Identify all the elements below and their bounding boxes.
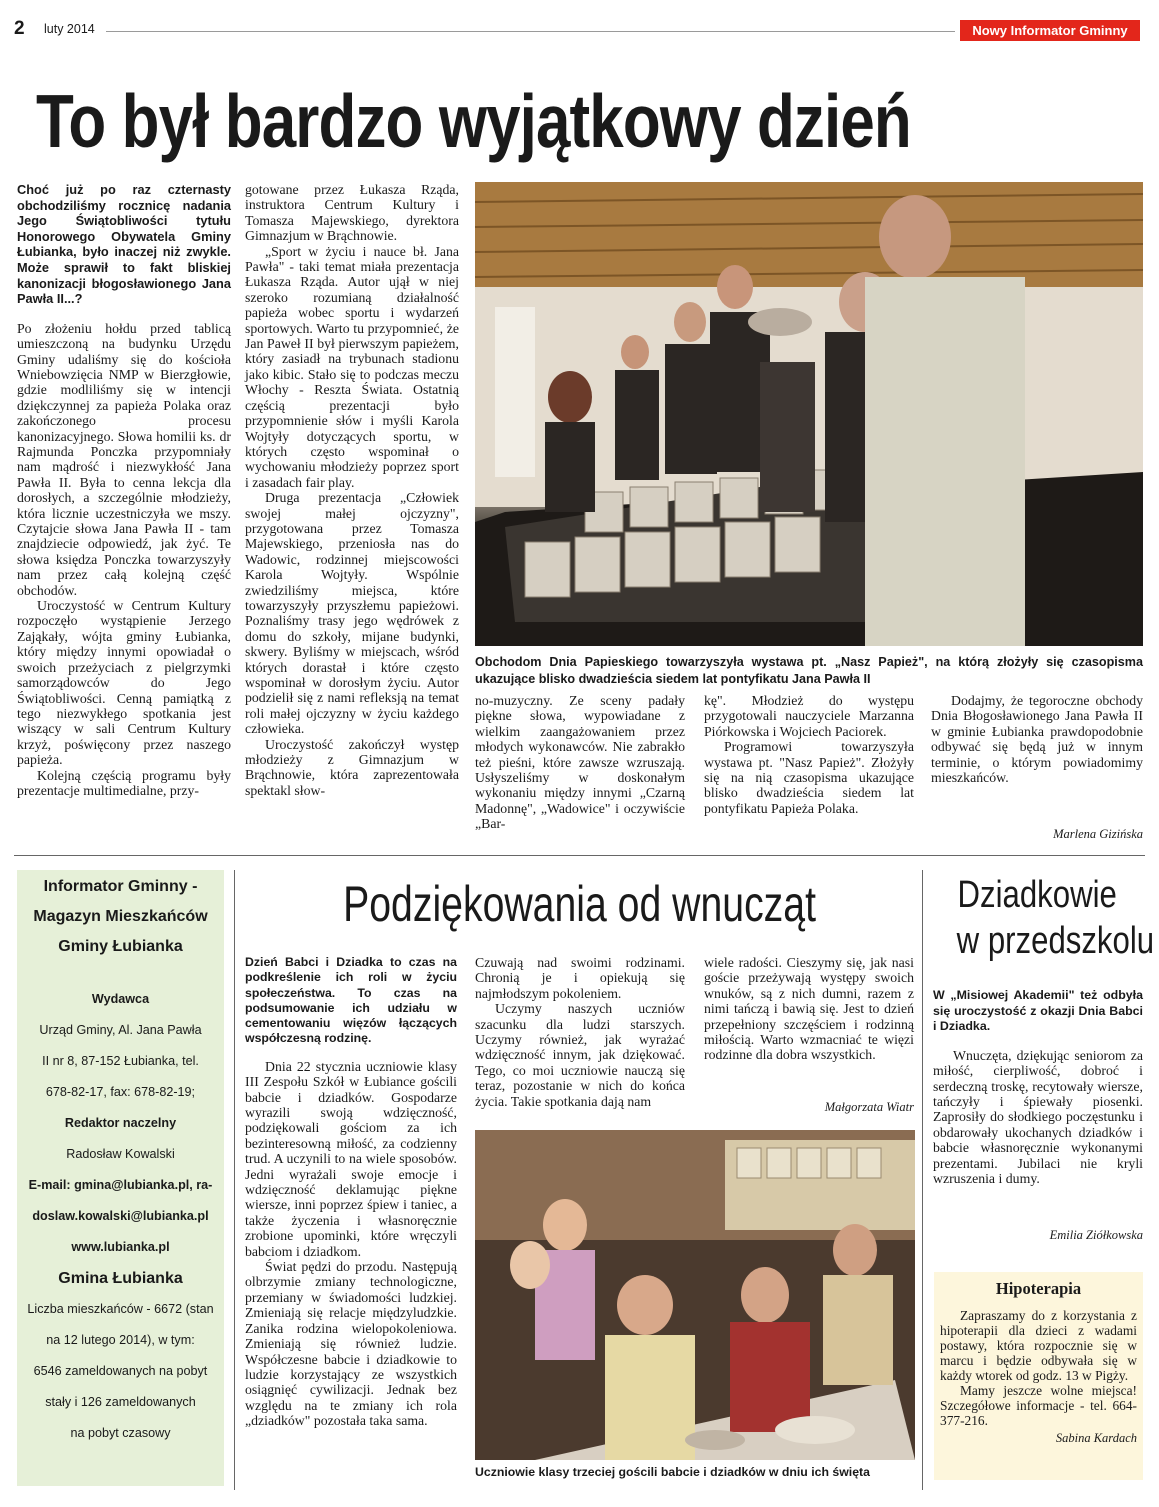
main-headline-wrap — [36, 80, 1126, 170]
editor-heading: Redaktor naczelny — [64, 1116, 177, 1130]
paragraph: Zapraszamy do z korzystania z hipoterapii dla dzieci z wadami postawy, która rozpocznie się w marcu i będzie odbywała się w każdy wtorek od godz. 13 w Pigży. — [940, 1308, 1137, 1383]
publisher-address: Urząd Gminy, Al. Jana Pawła — [39, 1023, 202, 1037]
publication-badge — [960, 20, 1140, 41]
editor-name: Radosław Kowalski — [66, 1147, 175, 1161]
paragraph: Programowi towarzyszyła wystawa pt. "Nasz Papież". Złożyły się na nią czasopisma ukazujące blisko dwadzieścia siedem lat pontyfikatu Papieża Polaka. — [704, 739, 914, 816]
main-photo — [475, 182, 1143, 646]
info-title: Gminy Łubianka — [58, 938, 183, 955]
info-title: Magazyn Mieszkańców — [33, 908, 208, 925]
paragraph: Czuwają nad swoimi rodzinami. Chronią je i opiekują się najmłodszym pokoleniem. — [475, 955, 685, 1001]
paragraph: Mamy jeszcze wolne miejsca! Szczegółowe informacje - tel. 664-377-216. — [940, 1383, 1137, 1428]
kindergarten-headline: w przedszkolu — [956, 920, 1155, 962]
paragraph: Dnia 22 stycznia uczniowie klasy III Zespołu Szkół w Łubiance gościli babcie i dziadków. Gospodarze wyrazili swoją wdzięczność, podziękowali gościom za ich bezinteresowną miłość, za codzienny trud. A uczynili to na wiele sposobów. Jedni wyrażali swoje emocje i wdzięczność deklamując piękne wiersze, inni poprzez śpiew i taniec, a także życzenia i własnoręcznie zrobione upominki, które wręczyli babciom i dziadkom. — [245, 1058, 457, 1259]
main-headline: To był bardzo wyjątkowy dzień — [36, 80, 911, 164]
paragraph: Dodajmy, że tegoroczne obchody Dnia Błogosławionego Jana Pawła II w gminie Łubianka prawdopodobnie odbywać się będą już w innym terminie, o którym powiadomimy mieszkańców. — [931, 693, 1143, 786]
hipoterapia-box — [934, 1272, 1143, 1480]
main-lead: Choć już po raz czternasty obchodziliśmy rocznicę nadania Jego Świątobliwości tytułu Honorowego Obywatela Gminy Łubianka, było inaczej niż zwykle. Może sprawił to fakt bliskiej kanonizacji błogosławionego Jana Pawła II...? — [17, 182, 231, 307]
publisher-heading: Wydawca — [91, 992, 150, 1006]
thanks-col-3 — [704, 955, 914, 1063]
column-rule — [922, 870, 923, 1490]
paragraph: gotowane przez Łukasza Rządа, instruktora Centrum Kultury i Tomasza Majewskiego, dyrektora Gimnazjum w Brąchnowie. — [245, 182, 459, 244]
thanks-headline-wrap — [245, 876, 915, 936]
info-title: Informator Gminny - — [43, 878, 198, 895]
kindergarten-headline-wrap — [935, 872, 1155, 964]
hipoterapia-title: Hipoterapia — [995, 1279, 1082, 1298]
exhibition-scene-illustration — [475, 182, 1143, 646]
main-col-3 — [475, 693, 685, 832]
population-stats: Liczba mieszkańców - 6672 (stan — [27, 1302, 214, 1316]
thanks-photo-caption: Uczniowie klasy trzeciej gościli babcie i dziadków w dniu ich święta — [475, 1465, 870, 1479]
publisher-address: 678-82-17, fax: 678-82-19; — [45, 1085, 196, 1099]
section-divider — [14, 855, 1145, 856]
website-link[interactable]: www.lubianka.pl — [71, 1240, 170, 1254]
issue-date: luty 2014 — [44, 22, 95, 36]
thanks-signature: Małgorzata Wiatr — [824, 1100, 914, 1114]
classroom-party-illustration — [475, 1130, 915, 1460]
paragraph: Druga prezentacja „Człowiek swojej małej ojczyzny", przygotowana przez Tomasza Majewskiego, przeniosła nas do Wadowic, rodzinnej miejscowości Karola Wojtyły. Wspólnie zwiedziliśmy miejsca, które towarzyszyły przyszłemu papieżowi. Poznaliśmy trasy jego wędrówek z domu do szkoły, mijane budynki, skwery. Byliśmy w miejscach, wśród których dorastał i które często wspominał w dorosłym życiu. Autor podzielił się z nami refleksją na temat roli małej ojczyzny w życiu każdego człowieka. — [245, 490, 459, 737]
thanks-col-1 — [245, 955, 457, 1429]
paragraph: Uroczystość zakończył występ młodzieży z Gimnazjum w Brąchnowie, która zaprezentowała spektakl słow- — [245, 736, 459, 798]
gmina-heading: Gmina Łubianka — [58, 1270, 183, 1287]
kindergarten-lead: W „Misiowej Akademii" też odbyła się uroczystość z okazji Dnia Babci i Dziadka. — [933, 988, 1143, 1034]
paragraph: Świat pędzi do przodu. Następują olbrzymie zmiany technologiczne, przemiany w świadomości ludzkiej. Zmieniają się relacje międzyludzkie. Zanika rodzina wielopokoleniowa. Zmieniają się również ludzie. Współczesne babcie i dziadkowie to ludzie korzystający ze wszystkich osiągnięć cywilizacji. Jednak bez względu na te zmiany ich rola „dziadków" pozostała taka sama. — [245, 1259, 457, 1429]
email-link[interactable]: doslaw.kowalski@lubianka.pl — [32, 1209, 209, 1223]
main-col-1 — [17, 182, 231, 798]
kindergarten-headline: Dziadkowie — [957, 874, 1118, 916]
publisher-address: II nr 8, 87-152 Łubianka, tel. — [42, 1054, 199, 1068]
kindergarten-signature: Emilia Ziółkowska — [1049, 1228, 1143, 1242]
thanks-photo — [475, 1130, 915, 1460]
paragraph: Wnuczęta, dziękując seniorom za miłość, cierpliwość, dobroć i serdeczną troskę, recytowały wiersze, tańczyły i śpiewały piosenki. Zaprosiły do słodkiego poczęstunku i obdarowały ukochanych dziadków i babcie własnoręcznie wykonanymi prezentami. Jubilaci nie kryli wzruszenia i dumy. — [933, 1047, 1143, 1187]
paragraph: Kolejną częścią programu były prezentacje multimedialne, przy- — [17, 767, 231, 798]
population-stats: 6546 zameldowanych na pobyt — [33, 1364, 208, 1378]
population-stats: na 12 lutego 2014), w tym: — [46, 1333, 195, 1347]
page-number: 2 — [14, 18, 25, 39]
thanks-lead: Dzień Babci i Dziadka to czas na podkreślenie ich roli w życiu społeczeństwa. To czas na podsumowanie ich udziału w cementowaniu więzów łączących współczesną rodzinę. — [245, 955, 457, 1046]
publication-name: Nowy Informator Gminny — [972, 23, 1128, 38]
paragraph: no-muzyczny. Ze sceny padały piękne słowa, wypowiadane z wielkim zaangażowaniem przez młodych wykonawców. Nie zabrakło też pieśni, które zawsze wzruszają. Usłyszeliśmy w doskonałym wykonaniu między innymi „Czarną Madonnę", „Wadowice" i oczywiście „Bar- — [475, 693, 685, 832]
main-signature: Marlena Gizińska — [1053, 827, 1143, 841]
header-rule — [106, 31, 955, 32]
main-photo-caption: Obchodom Dnia Papieskiego towarzyszyła wystawa pt. „Nasz Papież", na którą złożyły się czasopisma ukazujące blisko dwadzieścia siedem lat pontyfikatu Jana Pawła II — [475, 655, 1143, 686]
hipoterapia-signature: Sabina Kardach — [1055, 1431, 1137, 1445]
main-col-4 — [704, 693, 914, 816]
paragraph: Uroczystość w Centrum Kultury rozpoczęło wystąpienie Jerzego Zająkały, wójta gminy Łubianka, który między innymi opowiadał o swoich przeżyciach z pielgrzymki samorządowców do Jego Świątobliwości. Cenną pamiątką z tego niezwykłego spotkania jest wiszący w sali Centrum Kultury krzyż, poświęcony przez naszego papieża. — [17, 598, 231, 768]
population-stats: stały i 126 zameldowanych — [45, 1395, 196, 1409]
thanks-col-2 — [475, 955, 685, 1109]
population-stats: na pobyt czasowy — [70, 1426, 171, 1440]
kindergarten-col — [933, 988, 1143, 1186]
paragraph: kę". Młodzież do występu przygotowali nauczyciele Marzanna Piórkowska i Wojciech Paciorek. — [704, 693, 914, 739]
main-col-2 — [245, 182, 459, 798]
paragraph: wiele radości. Cieszymy się, jak nasi goście przeżywają występy swoich wnuków, są z nich dumni, razem z nimi tańczą i bawią się. Jest to dzień przepełniony szczęściem i rodzinną miłością. Warto wzmacniać te więzi rodzinne dla dobra wszystkich. — [704, 955, 914, 1063]
thanks-headline: Podziękowania od wnucząt — [343, 877, 817, 933]
main-col-5 — [931, 693, 1143, 785]
info-box — [17, 870, 224, 1486]
email-link[interactable]: E-mail: gmina@lubianka.pl, ra- — [28, 1178, 213, 1192]
paragraph: Po złożeniu hołdu przed tablicą umieszczoną na budynku Urzędu Gminy udaliśmy się do kościoła Wniebowzięcia NMP w Bierzgłowie, gdzie modliliśmy się w intencji dziękczynnej za papieża Polaka oraz zakończonego procesu kanonizacyjnego. Słowa homilii ks. dr Rajmunda Ponczka przypomniały nam mądrość i niezwykłość Jana Pawła II. Była to cenna lekcja dla dorosłych, a szczególnie młodzieży, która licznie uczestniczyła we mszy. Czytajcie słowa Jana Pawła II - tam znajdziecie odpowiedź, jak żyć. Te słowa księdza Ponczka towarzyszyły nam przez całą kolejną część obchodów. — [17, 320, 231, 598]
column-rule — [234, 870, 235, 1490]
paragraph: „Sport w życiu i nauce bł. Jana Pawła" - taki temat miała prezentacja Łukasza Rządа. Autor ujął w niej szeroko rozumianą działalność papieża wobec sportu i wydarzeń sportowych. Warto tu przypomnieć, że Jan Paweł II był pierwszym papieżem, który zasiadł na trybunach stadionu jako kibic. Stało się to podczas meczu Włochy - Reszta Świata. Ostatnią częścią prezentacji było przypomnienie słów i myśli Karola Wojtyły dotyczących sportu, w których często wspominał o wychowaniu młodzieży poprzez sport i zasadach fair play. — [245, 243, 459, 490]
paragraph: Uczymy naszych uczniów szacunku dla ludzi starszych. Uczymy również, jak wyrażać wdzięczność innym, jak dziękować. Tego, co moi uczniowie nauczą się teraz, pozostanie w nich do końca życia. Takie spotkania dają nam — [475, 1001, 685, 1109]
